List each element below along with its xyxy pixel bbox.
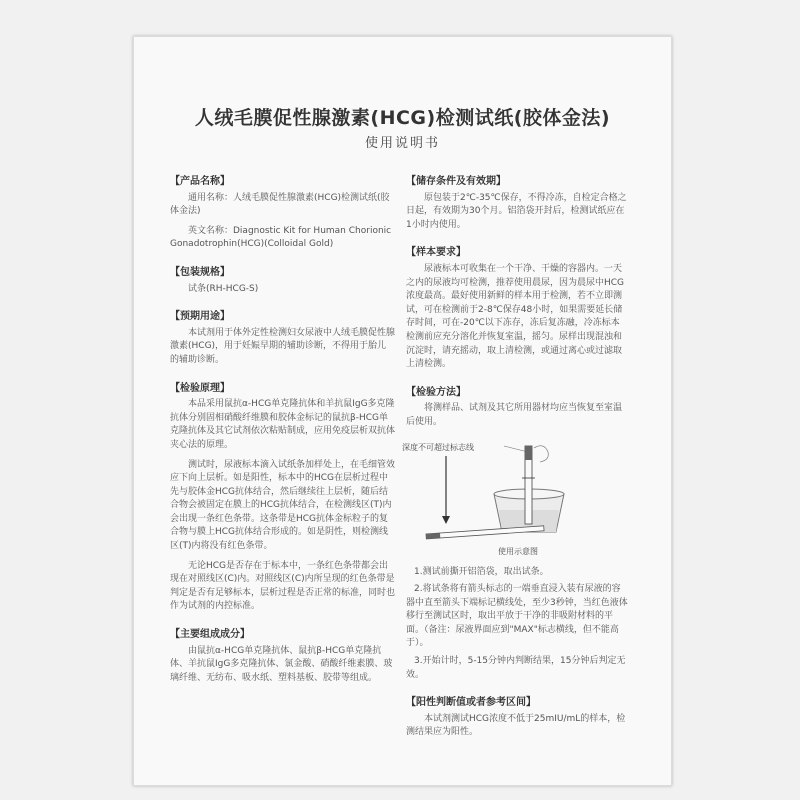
left-column [170, 175, 395, 699]
heading-product-name: 【产品名称】 [170, 176, 230, 187]
section-storage [406, 175, 628, 232]
document-title: 人绒毛膜促性腺激素(HCG)检测试纸(胶体金法) [194, 107, 611, 129]
section-components [170, 628, 395, 685]
section-package [170, 266, 395, 296]
principle-p1: 本品采用鼠抗α-HCG单克隆抗体和羊抗鼠IgG多克隆抗体分别固相硝酸纤维膜和胶体金标记的鼠抗β-HCG单克隆抗体及其它试剂依次粘贴制成，应用免疫层析双抗体夹心法的原理。 [170, 399, 396, 450]
reference-text: 本试剂测试HCG浓度不低于25mIU/mL的样本，检测结果应为阳性。 [406, 713, 626, 738]
section-product-name [170, 175, 395, 252]
method-step: 3.开始计时，5-15分钟内判断结果，15分钟后判定无效。 [406, 656, 626, 680]
heading-storage: 【储存条件及有效期】 [406, 176, 506, 187]
package-text: 试条(RH-HCG-S) [188, 283, 259, 294]
document-subtitle: 使用说明书 [364, 136, 440, 151]
section-sample [406, 246, 628, 371]
method-steps [406, 566, 628, 683]
principle-p2: 测试时，尿液标本滴入试纸条加样处上，在毛细管效应下向上层析。如是阳性，标本中的HCG在层析过程中先与胶体金HCG抗体结合，然后继续往上层析，随后结合物会被固定在膜上的HCG抗体结合，在检测线区(T)内会出现一条红色条带。这条带是HCG抗体金标粒子的复合物与膜上HCG抗体结合形成的。如是阴性，则检测线区(T)内将没有红色条带。 [170, 459, 396, 552]
english-name: 英文名称：Diagnostic Kit for Human Chorionic Gonadotrophin(HCG)(Colloidal Gold) [170, 225, 392, 250]
section-method [402, 386, 628, 683]
principle-p3: 无论HCG是否存在于标本中，一条红色条带都会出现在对照线区(C)内。对照线区(C)内所呈现的红色条带是判定是否有足够标本，层析过程是否正常的标准，同时也作为试剂的内控标准。 [170, 560, 396, 612]
method-step: 1.测试前撕开铝箔袋，取出试条。 [414, 566, 549, 577]
components-text: 由鼠抗α-HCG单克隆抗体、鼠抗β-HCG单克隆抗体、羊抗鼠IgG多克隆抗体、氯金酸、硝酸纤维素膜、玻璃纤维、无纺布、吸水纸、塑料基板、胶带等组成。 [170, 645, 393, 683]
sample-text: 尿液标本可收集在一个干净、干燥的容器内。一天之内的尿液均可检测，推荐使用晨尿，因为晨尿中HCG浓度最高。最好使用新鲜的样本用于检测，若不立即测试，可在检测前于2-8℃保存48小时，如果需要延长储存时间，可在-20℃以下冻存，冻后复冻融，冷冻标本检测前应充分溶化并恢复室温，摇匀。尿样出现混浊和沉淀时，请充摇动，取上清检测，或通过离心或过滤取上清检测。 [406, 263, 625, 370]
heading-components: 【主要组成成分】 [170, 629, 250, 641]
section-intended-use [170, 310, 395, 367]
heading-reference: 【阳性判断值或者参考区间】 [406, 697, 536, 709]
heading-principle: 【检验原理】 [170, 382, 230, 394]
section-principle [170, 382, 395, 615]
usage-diagram-drawing [406, 438, 628, 558]
generic-name: 通用名称：人绒毛膜促性腺激素(HCG)检测试纸(胶体金法) [170, 192, 390, 217]
diagram-depth-label: 深度不可超过标志线 [402, 442, 474, 452]
usage-diagram [402, 438, 628, 558]
heading-sample: 【样本要求】 [406, 247, 466, 259]
method-intro: 将测样品、试剂及其它所用器材均应当恢复至室温后使用。 [406, 403, 623, 427]
diagram-caption: 使用示意图 [498, 546, 538, 556]
section-reference [406, 696, 628, 740]
method-step: 2.将试条将有箭头标志的一端垂直浸入装有尿液的容器中直至箭头下端标记横线处，至少3秒钟，当红色液体移行至测试区时，取出平放于干净的非吸附材料的平面。（备注：尿液界面应到"MAX"标志横线，但不能高于）。 [406, 584, 628, 649]
storage-text: 原包装于2℃-35℃保存，不得冷冻，自检定合格之日起，有效期为30个月。铝箔袋开封后，检测试纸应在1小时内使用。 [406, 192, 627, 230]
heading-package: 【包装规格】 [170, 266, 230, 278]
intended-use-text: 本试剂用于体外定性检测妇女尿液中人绒毛膜促性腺激素(HCG)，用于妊娠早期的辅助诊断，不得用于胎儿的辅助诊断。 [170, 327, 396, 365]
heading-intended-use: 【预期用途】 [170, 311, 230, 323]
instruction-sheet [133, 36, 672, 786]
right-column [402, 175, 628, 754]
heading-method: 【检验方法】 [406, 386, 466, 398]
